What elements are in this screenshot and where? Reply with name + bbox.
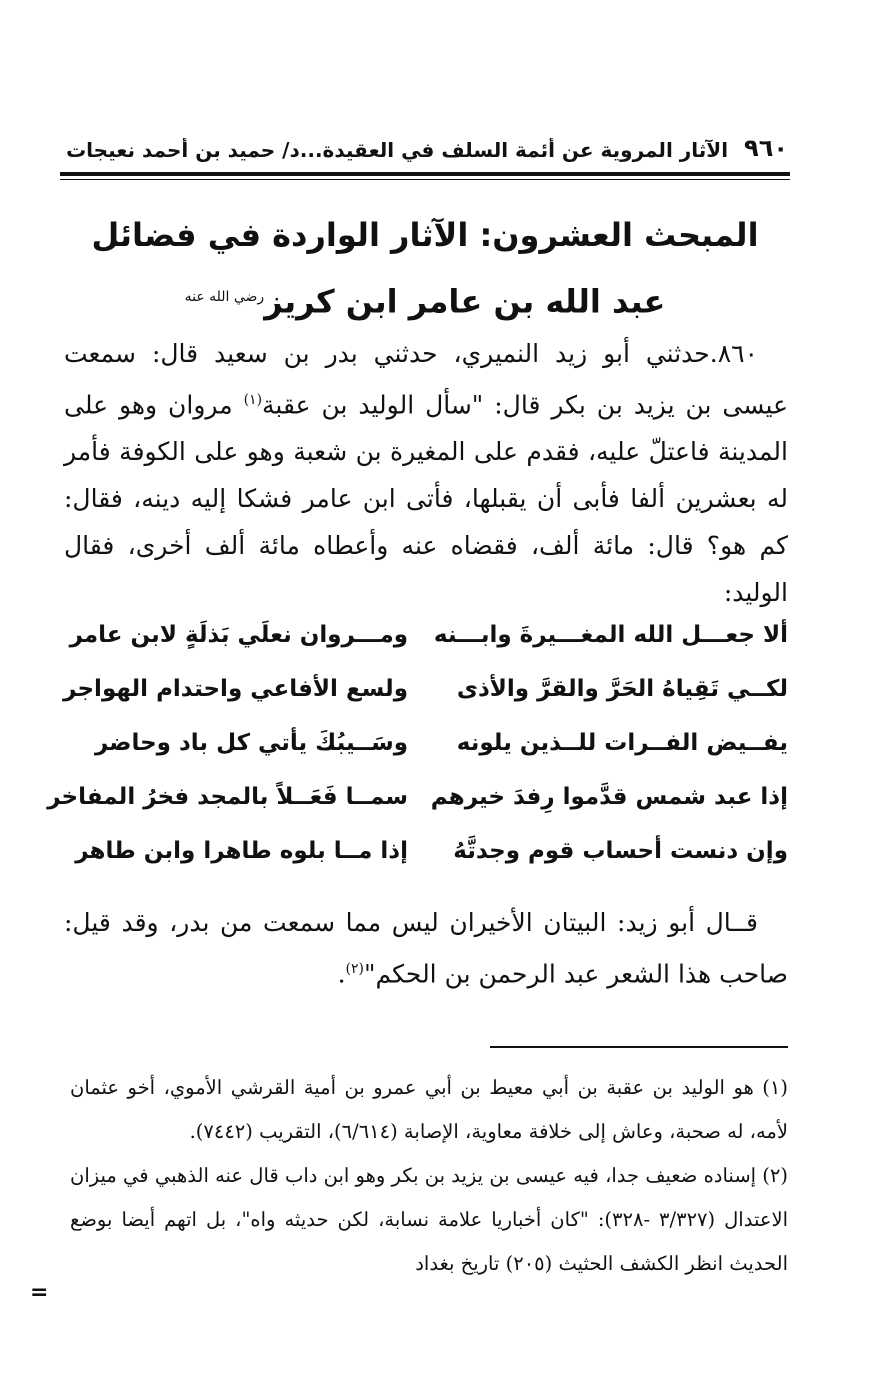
after-poem-end: . bbox=[337, 959, 346, 989]
footnote-2: (٢) إسناده ضعيف جدا، فيه عيسى بن يزيد بن بكر وهو ابن داب قال عنه الذهبي في ميزان الاعتدال (٣/٣٢٧ -٣٢٨): "كان أخباريا علامة نسابة، لكن حديثه واه"، بل اتهم أيضا بوضع الحديث انظر الكشف الحثيث (٢٠٥) تاريخ بغداد bbox=[70, 1164, 789, 1275]
footnote-1: (١) هو الوليد بن عقبة بن أبي معيط بن أبي عمرو بن أمية القرشي الأموي، أخو عثمان لأمه، له صحبة، وعاش إلى خلافة معاوية، الإصابة (٦/٦١٤)، التقريب (٧٤٤٢). bbox=[70, 1076, 788, 1143]
poem-hemistich-first: وإن دنست أحساب قوم وجدتَّهُ bbox=[453, 838, 788, 864]
poem-verse bbox=[64, 608, 788, 662]
after-poem-text: قــال أبو زيد: البيتان الأخيران ليس مما سمعت من بدر، وقد قيل: صاحب هذا الشعر عبد الرحمن بن الحكم" bbox=[64, 908, 788, 989]
footnotes bbox=[70, 1066, 788, 1286]
poem-hemistich-second: ومـــروان نعلَي بَذلَةٍ لابن عامر bbox=[69, 622, 408, 648]
poem-verse bbox=[64, 662, 788, 716]
poem-hemistich-first: إذا عبد شمس قدَّموا رِفدَ خيرهم bbox=[430, 784, 788, 810]
poem-verse bbox=[64, 824, 788, 878]
page-number: ٩٦٠ bbox=[744, 134, 788, 162]
running-title: الآثار المروية عن أئمة السلف في العقيدة...د/ حميد بن أحمد نعيجات bbox=[66, 138, 729, 162]
poem-hemistich-first: ألا جعـــل الله المغـــيرةَ وابـــنه bbox=[433, 622, 788, 648]
section-title bbox=[60, 204, 790, 333]
honorific-mark: رضي الله عنه bbox=[184, 289, 265, 305]
narration-text-continued: مروان وهو على المدينة فاعتلّ عليه، فقدم على المغيرة بن شعبة وهو على الكوفة فأمر له بعشرين ألفا فأبى أن يقبلها، فأتى ابن عامر فشكا إليه دينه، فقال: كم هو؟ قال: مائة ألف، فقضاه عنه وأعطاه مائة ألف أخرى، فقال الوليد: bbox=[64, 390, 788, 608]
footnote-separator bbox=[490, 1046, 788, 1048]
section-title-text: المبحث العشرون: الآثار الواردة في فضائل عبد الله بن عامر ابن كريز bbox=[91, 216, 759, 321]
poem-verse bbox=[47, 770, 788, 824]
poem-hemistich-second: سمــا فَعَــلاً بالمجد فخرُ المفاخر bbox=[47, 784, 408, 810]
poem-hemistich-first: يفــيض الفــرات للــذين يلونه bbox=[456, 730, 788, 756]
poem-hemistich-second: ولسع الأفاعي واحتدام الهواجر bbox=[63, 676, 408, 702]
poem-hemistich-second: إذا مــا بلوه طاهرا وابن طاهر bbox=[75, 838, 408, 864]
footnote-ref-2: (٢) bbox=[345, 961, 364, 977]
narration-paragraph bbox=[64, 330, 788, 616]
poem-hemistich-second: وسَــيبُكَ يأتي كل باد وحاضر bbox=[94, 730, 408, 756]
header-rule-thin bbox=[60, 179, 790, 180]
poem-verse bbox=[64, 716, 788, 770]
continuation-mark: = bbox=[30, 1280, 49, 1305]
page-header bbox=[60, 112, 788, 162]
narration-text: ٨٦٠.حدثني أبو زيد النميري، حدثني بدر بن سعيد قال: سمعت عيسى بن يزيد بن بكر قال: "سأل الوليد بن عقبة bbox=[64, 339, 789, 420]
poem bbox=[47, 608, 788, 878]
header-rule-thick bbox=[60, 172, 790, 176]
footnote-ref-1: (١) bbox=[243, 392, 263, 408]
poem-hemistich-first: لكــي تَقِياهُ الحَرَّ والقرَّ والأذى bbox=[456, 676, 788, 702]
after-poem-paragraph bbox=[64, 900, 788, 997]
